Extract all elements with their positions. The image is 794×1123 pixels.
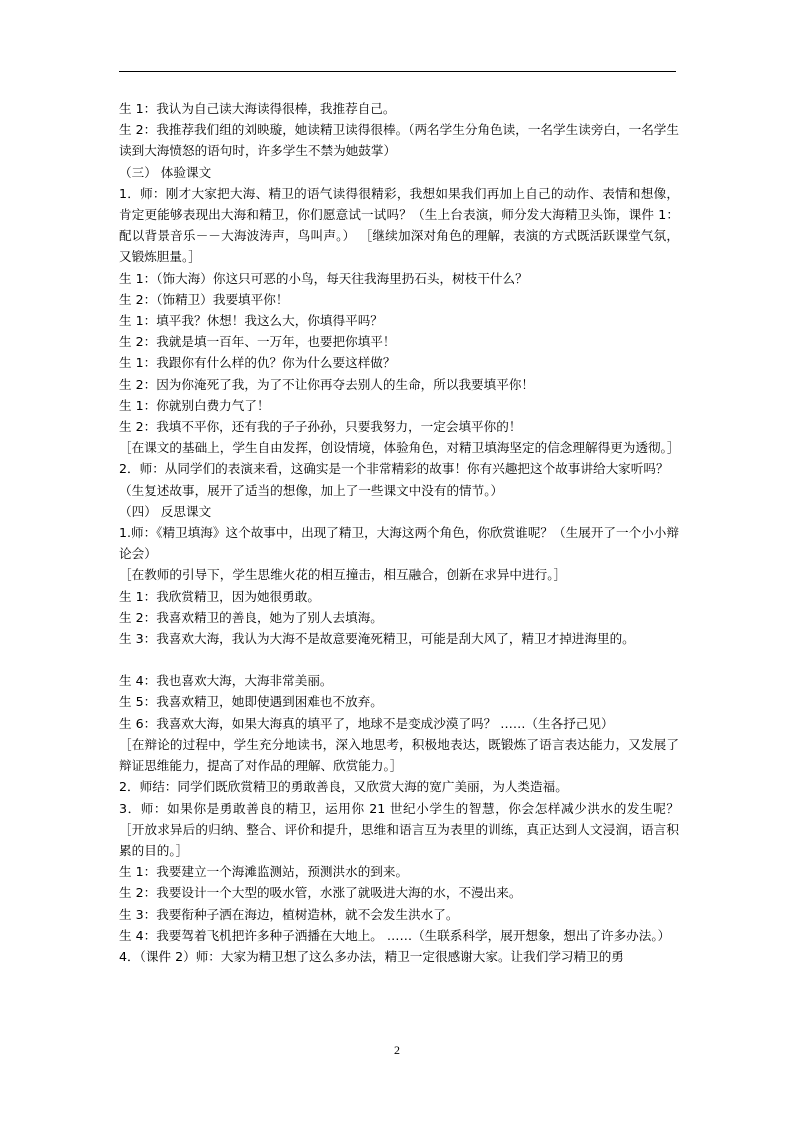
text-line: 1.师：《精卫填海》这个故事中，出现了精卫，大海这两个角色，你欣赏谁呢？（生展开了一个小小辩论会） (119, 525, 679, 562)
dialogue-line: 生 3：我要衔种子洒在海边，植树造林，就不会发生洪水了。 (119, 906, 459, 922)
blank-line (119, 649, 679, 670)
text-line: （生复述故事，展开了适当的想像，加上了一些课文中没有的情节。） (119, 482, 504, 498)
text-line: 生 1：我认为自己读大海读得很棒，我推荐自己。 (119, 101, 396, 116)
document-body (119, 98, 679, 967)
annotation-line: ［在课文的基础上，学生自由发挥，创设情境，体验角色，对精卫填海坚定的信念理解得更为透彻。］ (119, 440, 680, 456)
annotation-line: ［在辩论的过程中，学生充分地读书，深入地思考，积极地表达，既锻炼了语言表达能力，又发展了辩证思维能力，提高了对作品的理解、欣赏能力。］ (119, 736, 679, 774)
dialogue-line: 生 2：（饰精卫）我要填平你！ (119, 291, 289, 307)
page-number: 2 (394, 1043, 400, 1057)
text-line: 2．师：从同学们的表演来看，这确实是一个非常精彩的故事！你有兴趣把这个故事讲给大家听吗？ (119, 461, 669, 477)
text-line: 生 2：我推荐我们组的刘映璇，她读精卫读得很棒。（两名学生分角色读，一名学生读旁白，一名学生读到大海愤怒的语句时，许多学生不禁为她鼓掌） (119, 122, 679, 159)
dialogue-line: 生 1：填平我？休想！我这么大，你填得平吗？ (119, 313, 383, 329)
dialogue-line: 生 2：我填不平你，还有我的子子孙孙，只要我努力，一定会填平你的！ (119, 419, 522, 435)
dialogue-line: 生 3：我喜欢大海，我认为大海不是故意要淹死精卫，可能是刮大风了，精卫才掉进海里的。 (119, 631, 635, 647)
dialogue-line: 生 1：（饰大海）你这只可恶的小鸟，每天往我海里扔石头，树枝干什么？ (119, 270, 528, 286)
dialogue-line: 生 2：因为你淹死了我，为了不让你再夺去别人的生命，所以我要填平你！ (119, 376, 535, 392)
text-line: 2．师结：同学们既欣赏精卫的勇敢善良，又欣赏大海的宽广美丽，为人类造福。 (119, 779, 568, 795)
dialogue-line: 生 5：我喜欢精卫，她即使遇到困难也不放弃。 (119, 694, 383, 710)
text-line: 3．师：如果你是勇敢善良的精卫，运用你 21 世纪小学生的智慧，你会怎样减少洪水的发生呢？ ［开放求异后的归纳、整合、评价和提升，思维和语言互为表里的训练，真正达到人文浸润，语言积累的目的。］ (119, 800, 679, 858)
dialogue-line: 生 1：你就别白费力气了！ (119, 397, 270, 413)
section-heading: （三） 体验课文 (119, 164, 212, 180)
dialogue-line: 生 2：我要设计一个大型的吸水管，水涨了就吸进大海的水，不漫出来。 (119, 885, 522, 901)
dialogue-line: 生 2：我喜欢精卫的善良，她为了别人去填海。 (119, 609, 383, 625)
dialogue-line: 生 4：我要驾着飞机把许多种子洒播在大地上。 ……（生联系科学，展开想象，想出了许多办法。） (119, 927, 671, 943)
annotation-line: ［在教师的引导下，学生思维火花的相互撞击，相互融合，创新在求异中进行。］ (119, 567, 567, 583)
dialogue-line: 生 1：我欣赏精卫，因为她很勇敢。 (119, 588, 320, 604)
header-rule (119, 71, 676, 72)
text-line: 4．（课件 2）师：大家为精卫想了这么多办法，精卫一定很感谢大家。让我们学习精卫的勇 (119, 948, 624, 964)
dialogue-line: 生 2：我就是填一百年、一万年，也要把你填平！ (119, 334, 396, 350)
dialogue-line: 生 1：我要建立一个海滩监测站，预测洪水的到来。 (119, 864, 409, 880)
dialogue-line: 生 4：我也喜欢大海，大海非常美丽。 (119, 673, 333, 689)
dialogue-line: 生 6：我喜欢大海，如果大海真的填平了，地球不是变成沙漠了吗？ ……（生各抒己见） (119, 715, 614, 731)
text-line: 1．师：刚才大家把大海、精卫的语气读得很精彩，我想如果我们再加上自己的动作、表情和想像，肯定更能够表现出大海和精卫，你们愿意试一试吗？（生上台表演，师分发大海精卫头饰，课件 1：配以背景音乐－－大海波涛声，鸟叫声。） ［继续加深对角色的理解，表演的方式既活跃课堂气氛，又锻炼胆量。］ (119, 185, 679, 265)
section-heading: （四） 反思课文 (119, 503, 212, 519)
dialogue-line: 生 1：我跟你有什么样的仇？你为什么要这样做？ (119, 355, 396, 371)
